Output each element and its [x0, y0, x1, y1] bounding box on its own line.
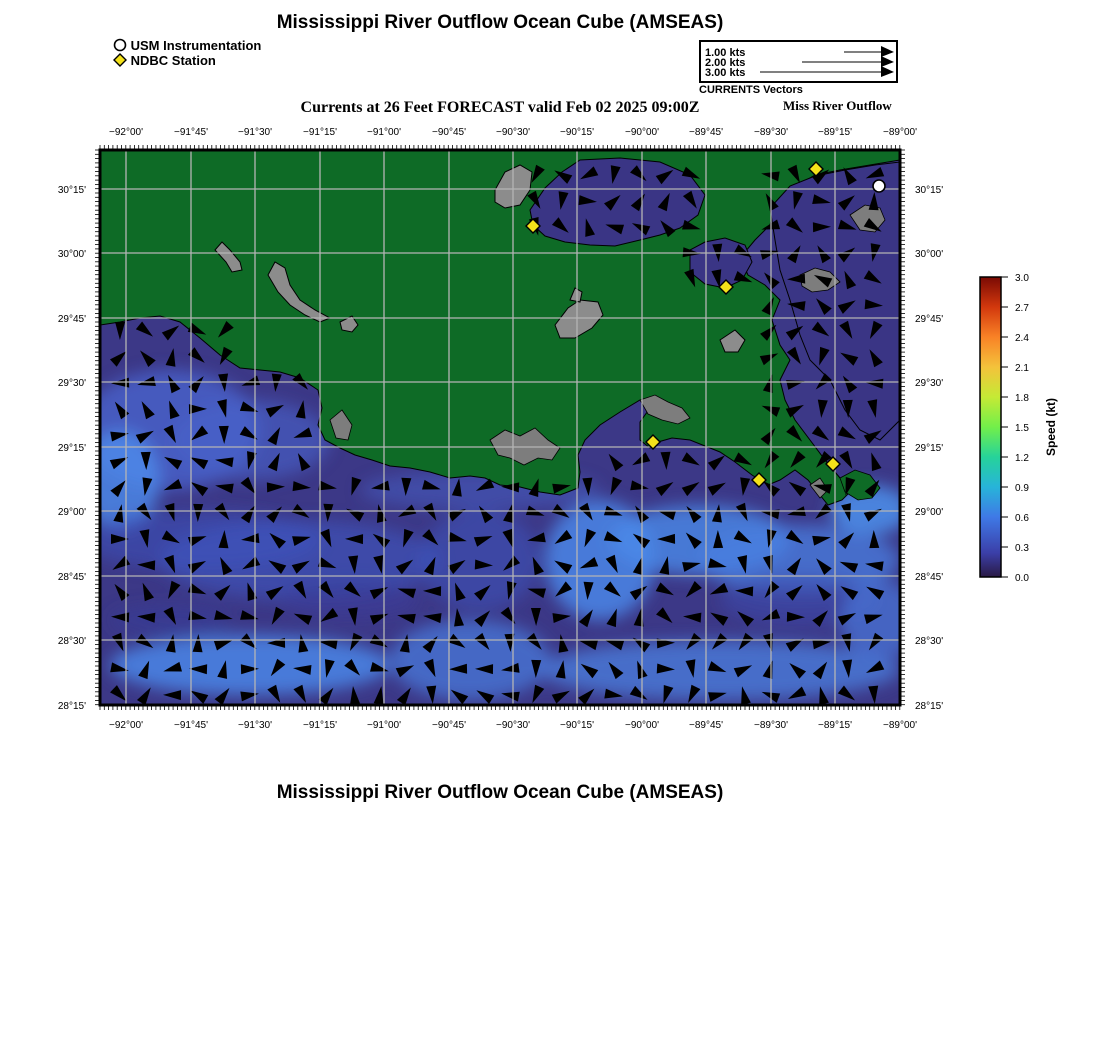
- lon-tick-label: −89°15': [818, 720, 852, 731]
- lat-tick-label: 28°45': [57, 572, 86, 583]
- lat-tick-label: 29°45': [915, 314, 944, 325]
- lon-tick-label: −91°00': [367, 720, 401, 731]
- vector-key-label: 1.00 kts: [705, 47, 746, 59]
- lat-tick-label: 30°00': [915, 249, 944, 260]
- lat-tick-label: 29°30': [57, 378, 86, 389]
- vector-key-label: 2.00 kts: [705, 57, 746, 69]
- usm-instrument-marker[interactable]: [873, 180, 885, 192]
- lat-tick-label: 28°30': [57, 636, 86, 647]
- lon-tick-label: −90°00': [625, 127, 659, 138]
- lat-tick-label: 29°00': [57, 507, 86, 518]
- lon-tick-label: −90°15': [560, 720, 594, 731]
- colorbar-tick-label: 2.7: [1015, 303, 1029, 314]
- lat-tick-label: 29°15': [915, 443, 944, 454]
- colorbar-tick-label: 2.4: [1015, 333, 1029, 344]
- vector-key-title: CURRENTS Vectors: [699, 84, 803, 96]
- lon-tick-label: −91°15': [303, 720, 337, 731]
- footer-title: Mississippi River Outflow Ocean Cube (AMSEAS): [276, 782, 724, 803]
- lon-tick-label: −91°15': [303, 127, 337, 138]
- colorbar-label: Speed (kt): [1044, 397, 1058, 457]
- lat-tick-label: 30°15': [57, 185, 86, 196]
- lon-tick-label: −89°45': [689, 720, 723, 731]
- lon-tick-label: −89°45': [689, 127, 723, 138]
- colorbar-tick-label: 0.0: [1015, 573, 1029, 584]
- region-label: Miss River Outflow: [783, 98, 892, 113]
- lon-tick-label: −91°00': [367, 127, 401, 138]
- colorbar-tick-label: 1.5: [1015, 423, 1029, 434]
- colorbar-tick-label: 3.0: [1015, 273, 1029, 284]
- lon-tick-label: −90°30': [496, 720, 530, 731]
- colorbar-tick-label: 1.8: [1015, 393, 1029, 404]
- lon-tick-label: −89°30': [754, 127, 788, 138]
- lon-tick-label: −89°00': [883, 720, 917, 731]
- lon-tick-label: −89°30': [754, 720, 788, 731]
- lon-tick-label: −90°45': [432, 720, 466, 731]
- lon-tick-label: −89°00': [883, 127, 917, 138]
- map-subtitle: Currents at 26 Feet FORECAST valid Feb 02 2025 09:00Z: [300, 99, 700, 116]
- legend-ndbc-label: NDBC Station: [130, 53, 216, 68]
- colorbar-ticks: [1001, 273, 1029, 584]
- lat-tick-label: 29°30': [915, 378, 944, 389]
- lon-tick-label: −91°45': [174, 720, 208, 731]
- lat-tick-label: 28°15': [915, 701, 944, 712]
- vector-key-label: 3.00 kts: [705, 67, 746, 79]
- page-title: Mississippi River Outflow Ocean Cube (AMSEAS): [276, 12, 724, 33]
- lon-tick-label: −92°00': [109, 127, 143, 138]
- lat-tick-label: 28°15': [57, 701, 86, 712]
- lat-tick-label: 28°45': [915, 572, 944, 583]
- lat-tick-label: 29°15': [57, 443, 86, 454]
- lon-tick-label: −90°45': [432, 127, 466, 138]
- lat-tick-label: 29°45': [57, 314, 86, 325]
- lon-tick-label: −91°30': [238, 127, 272, 138]
- lon-tick-label: −91°30': [238, 720, 272, 731]
- lat-tick-label: 28°30': [915, 636, 944, 647]
- colorbar-tick-label: 1.2: [1015, 453, 1029, 464]
- colorbar-tick-label: 0.6: [1015, 513, 1029, 524]
- colorbar-tick-label: 2.1: [1015, 363, 1029, 374]
- legend-usm-label: USM Instrumentation: [130, 38, 262, 53]
- colorbar: [980, 277, 1001, 577]
- lat-tick-label: 30°15': [915, 185, 944, 196]
- lon-tick-label: −92°00': [109, 720, 143, 731]
- lon-tick-label: −90°30': [496, 127, 530, 138]
- lon-tick-label: −89°15': [818, 127, 852, 138]
- speed-field: [80, 150, 920, 705]
- colorbar-tick-label: 0.3: [1015, 543, 1029, 554]
- lon-tick-label: −90°15': [560, 127, 594, 138]
- lat-tick-label: 29°00': [915, 507, 944, 518]
- lat-tick-label: 30°00': [57, 249, 86, 260]
- colorbar-tick-label: 0.9: [1015, 483, 1029, 494]
- lon-tick-label: −90°00': [625, 720, 659, 731]
- lon-tick-label: −91°45': [174, 127, 208, 138]
